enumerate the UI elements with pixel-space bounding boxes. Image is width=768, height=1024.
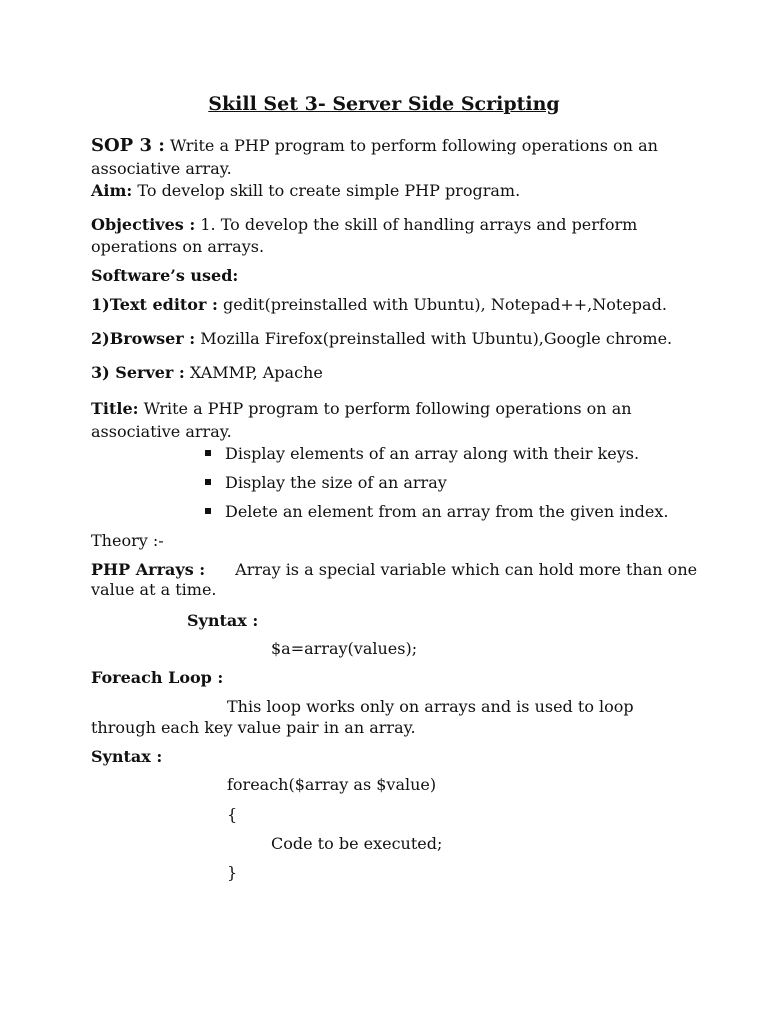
sop-line-2: associative array.	[91, 159, 232, 178]
foreach-label: Foreach Loop :	[91, 668, 224, 687]
objectives-line-2: operations on arrays.	[91, 237, 265, 256]
software-item-server	[91, 362, 323, 383]
objectives-label: Objectives :	[91, 215, 196, 234]
bullet-icon	[205, 450, 211, 456]
syntax-label: Syntax :	[91, 747, 163, 766]
theory-label: Theory :-	[91, 531, 164, 550]
syntax-code-line: {	[227, 805, 238, 824]
software-item-browser	[91, 328, 672, 349]
php-arrays-text-1: Array is a special variable which can hold more than one	[235, 560, 698, 579]
software-item-text: gedit(preinstalled with Ubuntu), Notepad++,Notepad.	[217, 295, 667, 314]
php-arrays-line-2: value at a time.	[91, 580, 217, 599]
bullet-icon	[205, 479, 211, 485]
aim-line	[91, 180, 520, 201]
software-item-label: 3) Server :	[91, 363, 185, 382]
foreach-text-1: This loop works only on arrays and is used to loop	[227, 697, 634, 716]
sop-text-1: Write a PHP program to perform following operations on an	[164, 136, 658, 155]
software-item-text-editor	[91, 294, 667, 315]
list-item	[205, 501, 668, 522]
title-line-2: associative array.	[91, 422, 232, 441]
bullet-icon	[205, 508, 211, 514]
php-arrays-label: PHP Arrays :	[91, 560, 206, 579]
foreach-text-2: through each key value pair in an array.	[91, 718, 416, 737]
syntax-code-line: foreach($array as $value)	[227, 775, 437, 794]
aim-text: To develop skill to create simple PHP program.	[132, 181, 521, 200]
software-item-label: 1)Text editor :	[91, 295, 218, 314]
list-item	[205, 443, 639, 464]
sop-label: SOP 3 :	[91, 135, 165, 156]
title-text-1: Write a PHP program to perform following operations on an	[138, 399, 632, 418]
syntax-label: Syntax :	[187, 611, 259, 630]
syntax-code-line: Code to be executed;	[271, 834, 443, 853]
list-item-text: Display elements of an array along with their keys.	[225, 444, 640, 463]
syntax-code-line: }	[227, 863, 238, 882]
syntax-code: $a=array(values);	[271, 639, 418, 658]
objectives-text-1: 1. To develop the skill of handling arrays and perform	[195, 215, 638, 234]
sop-line-1	[91, 135, 658, 156]
list-item-text: Display the size of an array	[225, 473, 447, 492]
list-item-text: Delete an element from an array from the given index.	[225, 502, 669, 521]
php-arrays-line-1	[91, 559, 697, 580]
software-used-label: Software’s used:	[91, 266, 239, 285]
page-title: Skill Set 3- Server Side Scripting	[208, 93, 560, 115]
list-item	[205, 472, 447, 493]
objectives-line-1	[91, 214, 637, 235]
software-item-label: 2)Browser :	[91, 329, 196, 348]
title-label: Title:	[91, 399, 139, 418]
software-item-text: XAMMP, Apache	[184, 363, 323, 382]
title-line-1	[91, 398, 632, 419]
aim-label: Aim:	[91, 181, 133, 200]
software-item-text: Mozilla Firefox(preinstalled with Ubuntu),Google chrome.	[195, 329, 673, 348]
